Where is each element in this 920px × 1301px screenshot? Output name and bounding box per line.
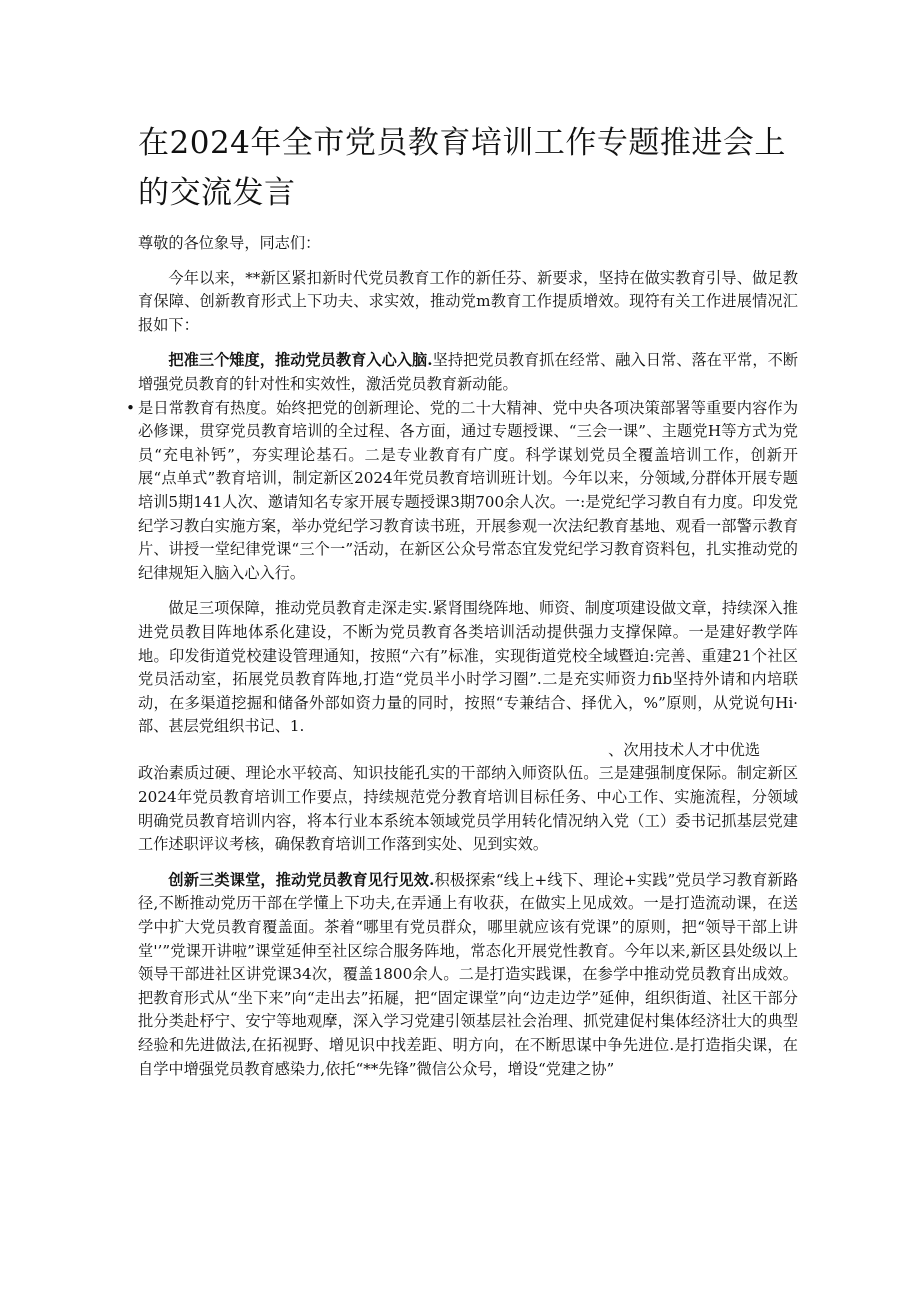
section1-detail: 是日常教育有热度。始终把党的创新理论、党的二十大精神、党中央各项决策部署等重要内容作为必修课，贯穿党员教育培训的全过程、各方面，通过专题授课、“三会一课”、主题党H等方式为党员“充电补钙”，夯实理论基石。二是专业教育有广度。科学谋划党员全覆盖培训工作，创新开展“点单式”教育培训，制定新区2024年党员教育培训班计划。今年以来，分领域,分群体开展专题培训5期141人次、邀请知名专家开展专题授课3期700余人次。一:是党纪学习教自有力度。印发党纪学习教白实施方案，举办党纪学习教育读书班，开展参观一次法纪教育基地、观看一部警示教育片、讲授一堂纪律党课“三个一”活动，在新区公众号常态宜发党纪学习教育资料包，扎实推动党的纪律规矩入脑入心入行。: [138, 398, 798, 582]
section1-paragraph: [138, 349, 798, 396]
section3-text: 积极探索“线上+线下、理论+实践”党员学习教育新路径,不断推动党历干部在学懂上下功夫,在弄通上有收获，在做实上见成效。一是打造流动课，在送学中扩大党员教育覆盖面。茶着“哪里有党员群众，哪里就应该有党课”的原则，把“领导干部上讲堂'’”党课开讲啦”课堂延伸至社区综合服务阵地，常态化开展党性教育。今年以来,新区县处级以上领导干部进社区讲党课34次，覆盖1800余人。二是打造实践课，在参学中推动党员教育出成效。把教育形式从“坐下来”向“走出去”拓屣，把“固定课堂”向“边走边学”延伸，组织街道、社区干部分批分类赴杼宁、安宁等地观摩，深入学习党建引领基层社会治理、抓党建促村集体经济壮大的典型经验和先进做法,在拓视野、增见识中找差距、明方向，在不断思谋中争先进位.是打造指尖课，在自学中增强党员教育感染力,依托“**先锋”微信公众号，增设“党建之协”: [138, 870, 799, 1078]
salutation: 尊敬的各位象导，同志们：: [138, 234, 321, 252]
section1-text: 坚持把党员教育抓在经常、融入日常、落在平常，不断增强党员教育的针对性和实效性，激活党员教育新动能。: [138, 351, 798, 393]
section3-paragraph: [138, 869, 798, 1081]
section2-part1: 做足三项保障，推动党员教育走深走实.紧肾围绕阵地、师资、制度项建设做文章，持续深入推进党员教目阵地体系化建设，不断为党员教育各类培训活动提供强力支撑保障。一是建好教学阵地。印发街道党校建设管理通知，按照“六有”标准，实现街道党校全域暨迫:完善、重建21个社区党员活动室，拓展党员教育阵地,打造“党员半小时学习圈”.二是充实师资力fib坚持外请和内培联动，在多渠道挖掘和储备外部如资力量的同时，按照“专兼结合、择优入，%”原则，从党说句Hi·部、甚层党组织书记、1.: [138, 599, 798, 736]
section1-heading: 把准三个雉度，推动党员教育入心入脑.: [168, 351, 433, 370]
section3-heading: 创新三类课堂，推动党员教育见行见效.: [168, 870, 435, 889]
section2-part2: 、次用技术人才中优选: [608, 740, 760, 759]
section2-part3: 政治素质过硬、理论水平较高、知识技能孔实的干部纳入师资队伍。三是建强制度保际。制定新区2024年党员教育培训工作要点，持续规范党分教育培训目标任务、中心工作、实施流程，分领域明确党员教育培训内容，将本行业本系统本领域党员学用转化情况纳入党（工）委书记抓基层党建工作述职评议考核，确保教育培训工作落到实处、见到实效。: [138, 764, 798, 854]
intro-paragraph: 今年以来，**新区紧扣新时代党员教育工作的新任芬、新要求，坚持在做实教育引导、做足教育保障、创新教育形式上下功夫、求实效，推动党m教育工作提质增效。现符有关工作进展情况汇报如下：: [138, 268, 798, 334]
bullet-icon: •: [126, 398, 135, 417]
document-title: 在2024年全市党员教育培训工作专题推进会上的交流发言: [138, 125, 786, 211]
document-body: [126, 232, 799, 1081]
section1-detail-paragraph: [126, 397, 798, 586]
